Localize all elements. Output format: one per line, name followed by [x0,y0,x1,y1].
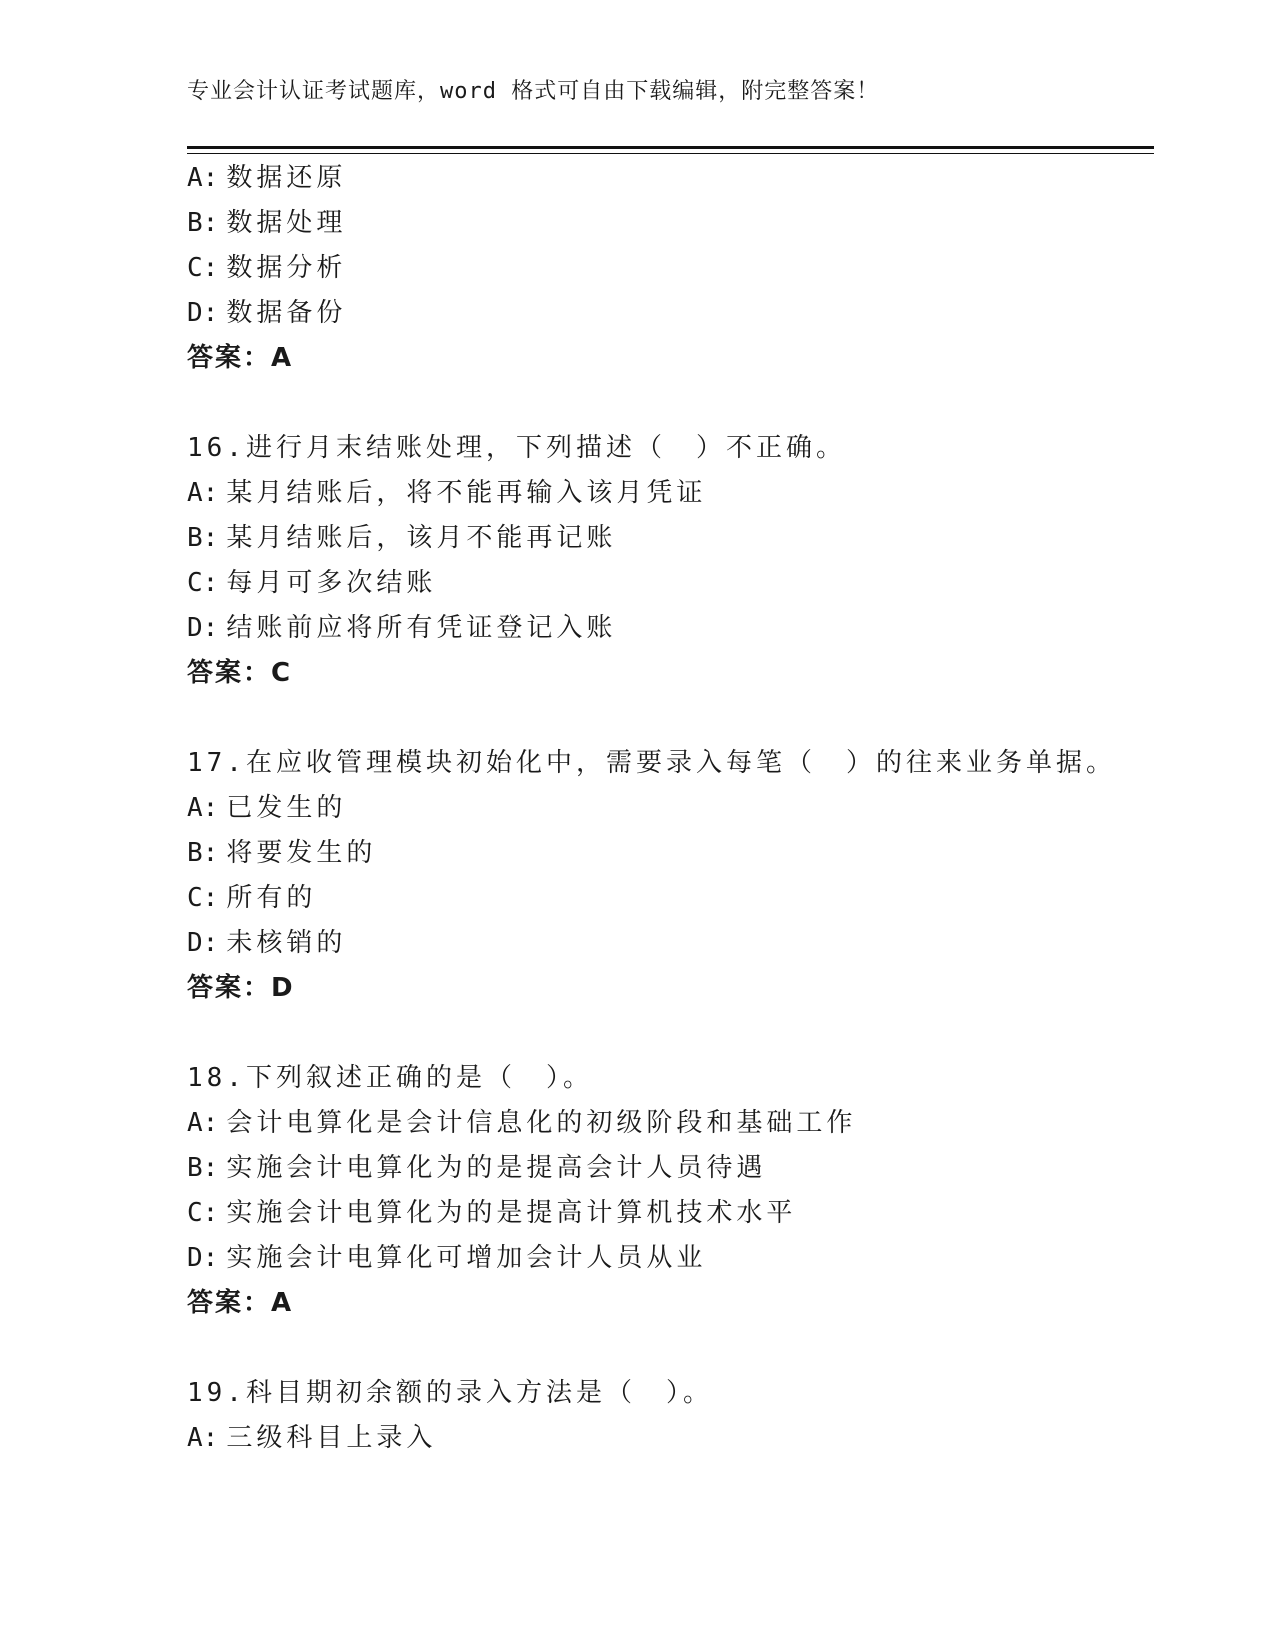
option-d: D: 数据备份 [187,298,347,328]
question-stem: 17.在应收管理模块初始化中，需要录入每笔（ ）的往来业务单据。 [187,748,1116,778]
answer-text: 答案：D [187,973,295,1003]
option-a: A: 三级科目上录入 [187,1423,437,1453]
option-d: D: 未核销的 [187,928,347,958]
option-a: A: 数据还原 [187,163,347,193]
option-c: C: 数据分析 [187,253,347,283]
page-header: 专业会计认证考试题库，word 格式可自由下载编辑，附完整答案！ [187,79,880,104]
header-rule-thin [187,153,1154,154]
header-rule-thick [187,146,1154,149]
question-stem: 19.科目期初余额的录入方法是（ ）。 [187,1378,713,1408]
option-d: D: 实施会计电算化可增加会计人员从业 [187,1243,707,1273]
option-b: B: 某月结账后，该月不能再记账 [187,523,617,553]
option-a: A: 某月结账后，将不能再输入该月凭证 [187,478,707,508]
option-b: B: 实施会计电算化为的是提高会计人员待遇 [187,1153,767,1183]
option-b: B: 数据处理 [187,208,347,238]
answer-text: 答案：C [187,658,293,688]
question-stem: 16.进行月末结账处理，下列描述（ ）不正确。 [187,433,846,463]
option-d: D: 结账前应将所有凭证登记入账 [187,613,617,643]
option-c: C: 每月可多次结账 [187,568,437,598]
answer-text: 答案：A [187,343,294,373]
option-c: C: 实施会计电算化为的是提高计算机技术水平 [187,1198,797,1228]
option-a: A: 会计电算化是会计信息化的初级阶段和基础工作 [187,1108,857,1138]
question-stem: 18.下列叙述正确的是（ ）。 [187,1063,593,1093]
option-a: A: 已发生的 [187,793,347,823]
option-c: C: 所有的 [187,883,317,913]
answer-text: 答案：A [187,1288,294,1318]
option-b: B: 将要发生的 [187,838,377,868]
